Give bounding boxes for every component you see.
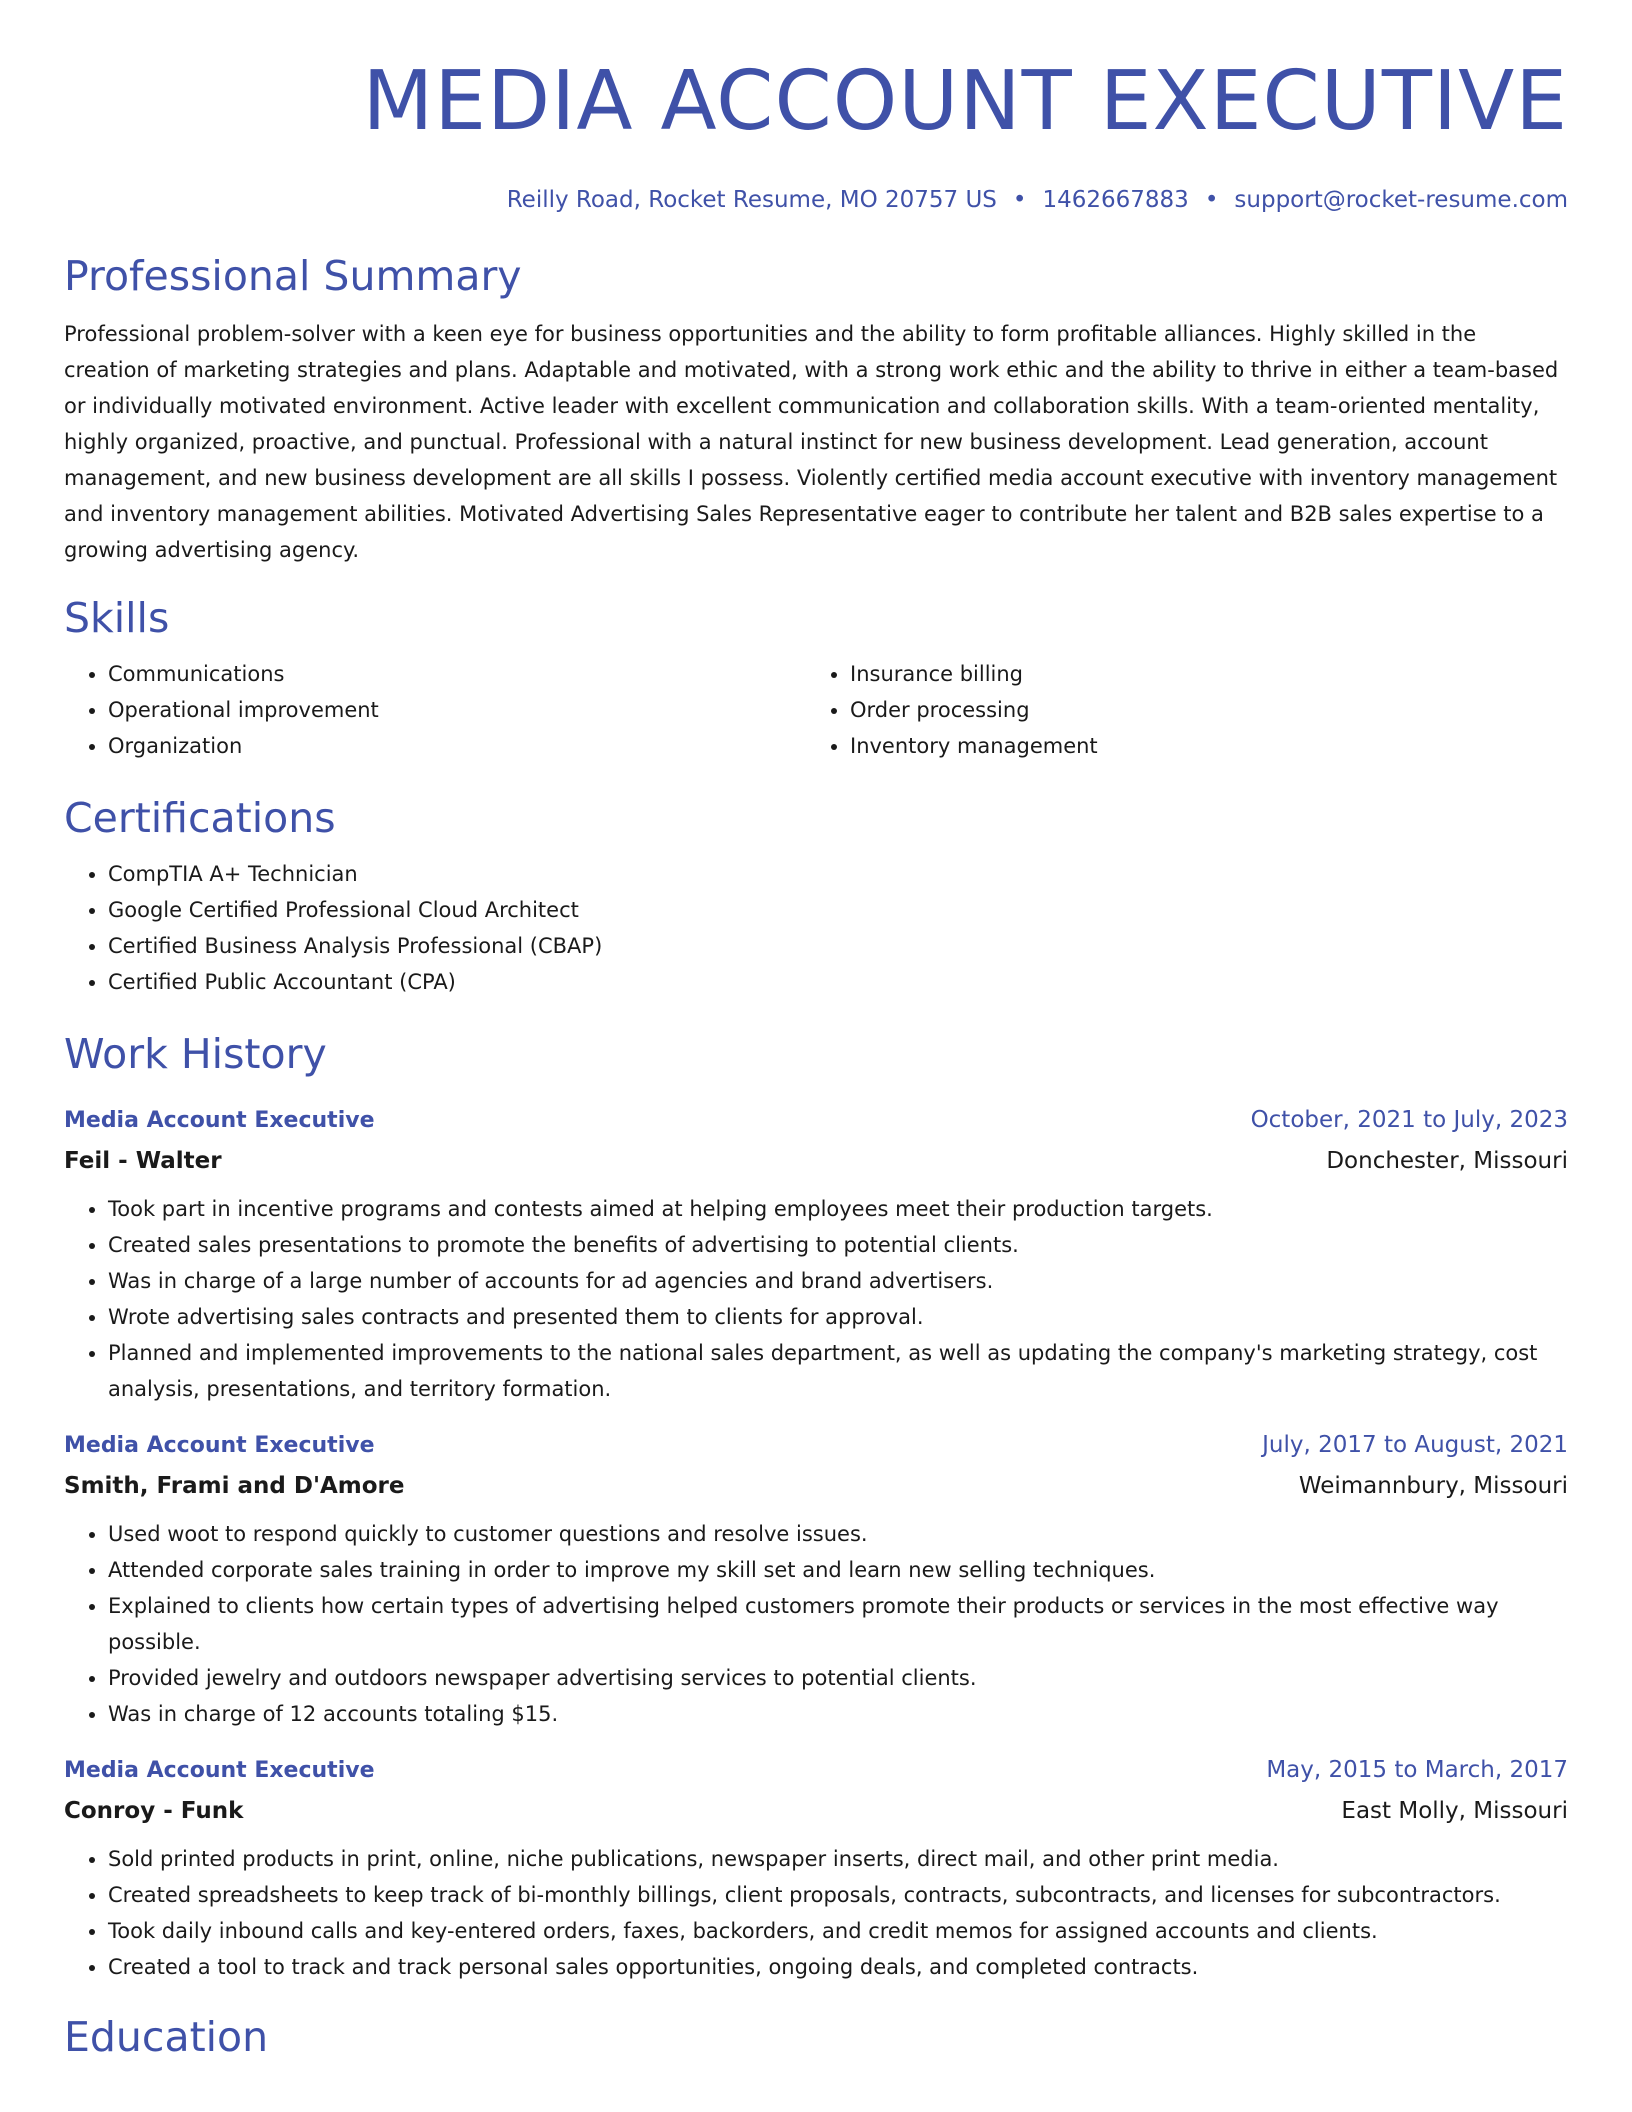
job-duty: • Created spreadsheets to keep track of bi-monthly billings, client proposals, contracts, subcontracts, and licenses for subcontractors. xyxy=(108,1877,1568,1913)
contact-address: Reilly Road, Rocket Resume, MO 20757 US xyxy=(506,187,997,213)
job-duty: • Used woot to respond quickly to customer questions and resolve issues. xyxy=(108,1516,1568,1552)
job-duty: • Was in charge of a large number of accounts for ad agencies and brand advertisers. xyxy=(108,1263,1568,1299)
job-company-row xyxy=(64,1466,1568,1506)
job-duty: • Attended corporate sales training in order to improve my skill set and learn new selling techniques. xyxy=(108,1552,1568,1588)
job-duties-list xyxy=(64,1841,1568,1985)
contact-separator: • xyxy=(1204,187,1219,213)
resume-page xyxy=(64,0,1568,2065)
job-location: East Molly, Missouri xyxy=(1341,1798,1568,1824)
certifications-list xyxy=(64,856,1568,1000)
job-duty: • Created sales presentations to promote the benefits of advertising to potential clients. xyxy=(108,1227,1568,1263)
skill-item: • Organization xyxy=(108,728,806,764)
contact-email: support@rocket-resume.com xyxy=(1234,187,1568,213)
job-duty: • Sold printed products in print, online, niche publications, newspaper inserts, direct mail, and other print media. xyxy=(108,1841,1568,1877)
contact-line xyxy=(64,182,1568,218)
job-duty: • Wrote advertising sales contracts and presented them to clients for approval. xyxy=(108,1299,1568,1335)
job-company-row xyxy=(64,1141,1568,1181)
job-title-row xyxy=(64,1100,1568,1141)
job-duty: • Planned and implemented improvements to the national sales department, as well as updating the company's marketing strategy, cost analysis, presentations, and territory formation. xyxy=(108,1335,1568,1407)
job-duty: • Explained to clients how certain types of advertising helped customers promote their products or services in the most effective way possible. xyxy=(108,1588,1568,1660)
section-heading-skills: Skills xyxy=(64,594,170,642)
job-company-row xyxy=(64,1791,1568,1831)
job-duty: • Created a tool to track and track personal sales opportunities, ongoing deals, and completed contracts. xyxy=(108,1949,1568,1985)
skill-item: • Order processing xyxy=(850,692,1548,728)
job-duty: • Was in charge of 12 accounts totaling $15. xyxy=(108,1696,1568,1732)
job-title: Media Account Executive xyxy=(64,1758,375,1783)
job-duties-list xyxy=(64,1191,1568,1407)
skills-grid xyxy=(64,656,1568,764)
job-entry-2 xyxy=(64,1425,1568,1732)
job-company: Conroy - Funk xyxy=(64,1798,244,1824)
job-dates: May, 2015 to March, 2017 xyxy=(1266,1757,1568,1783)
skill-item: • Insurance billing xyxy=(850,656,1548,692)
section-heading-summary: Professional Summary xyxy=(64,252,522,300)
job-entry-1 xyxy=(64,1100,1568,1407)
summary-text: Professional problem-solver with a keen eye for business opportunities and the ability to form profitable alliances. Highly skilled in the creation of marketing strategies and plans. Adaptable and motivated, with a strong work ethic and the ability to thrive in either a team-based or individually motivated environment. Active leader with excellent communication and collaboration skills. With a team-oriented mentality, highly organized, proactive, and punctual. Professional with a natural instinct for new business development. Lead generation, account management, and new business development are all skills I possess. Violently certified media account executive with inventory management and inventory management abilities. Motivated Advertising Sales Representative eager to contribute her talent and B2B sales expertise to a growing advertising agency. xyxy=(64,322,1559,562)
job-title-row xyxy=(64,1425,1568,1466)
page-title: MEDIA ACCOUNT EXECUTIVE xyxy=(362,54,1568,149)
job-duty: • Took daily inbound calls and key-entered orders, faxes, backorders, and credit memos for assigned accounts and clients. xyxy=(108,1913,1568,1949)
section-heading-education: Education xyxy=(64,2013,269,2061)
skills-column-right xyxy=(806,656,1548,764)
skills-column-left xyxy=(64,656,806,764)
job-location: Weimannbury, Missouri xyxy=(1298,1473,1568,1499)
section-heading-work-history: Work History xyxy=(64,1030,327,1078)
contact-separator: • xyxy=(1012,187,1027,213)
job-dates: October, 2021 to July, 2023 xyxy=(1250,1107,1568,1133)
job-duty: • Provided jewelry and outdoors newspaper advertising services to potential clients. xyxy=(108,1660,1568,1696)
certification-item: • Certified Business Analysis Professional (CBAP) xyxy=(108,928,1568,964)
job-dates: July, 2017 to August, 2021 xyxy=(1262,1432,1568,1458)
contact-phone: 1462667883 xyxy=(1042,187,1189,213)
job-entry-3 xyxy=(64,1750,1568,1985)
job-title: Media Account Executive xyxy=(64,1433,375,1458)
job-company: Smith, Frami and D'Amore xyxy=(64,1473,405,1499)
skill-item: • Operational improvement xyxy=(108,692,806,728)
skill-item: • Communications xyxy=(108,656,806,692)
certification-item: • Google Certified Professional Cloud Architect xyxy=(108,892,1568,928)
job-title: Media Account Executive xyxy=(64,1108,375,1133)
job-company: Feil - Walter xyxy=(64,1148,222,1174)
skill-item: • Inventory management xyxy=(850,728,1548,764)
job-title-row xyxy=(64,1750,1568,1791)
job-location: Donchester, Missouri xyxy=(1326,1148,1568,1174)
section-heading-certifications: Certifications xyxy=(64,794,336,842)
skills-list-right xyxy=(806,656,1548,764)
certification-item: • Certified Public Accountant (CPA) xyxy=(108,964,1568,1000)
job-duty: • Took part in incentive programs and contests aimed at helping employees meet their production targets. xyxy=(108,1191,1568,1227)
skills-list-left xyxy=(64,656,806,764)
job-duties-list xyxy=(64,1516,1568,1732)
certification-item: • CompTIA A+ Technician xyxy=(108,856,1568,892)
